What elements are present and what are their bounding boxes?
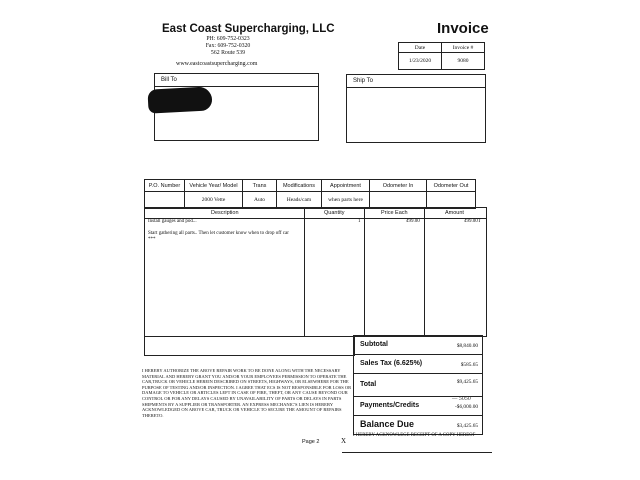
line-items-table bbox=[144, 207, 487, 337]
handwritten-note: — 5050 bbox=[452, 396, 471, 402]
total-label: Total bbox=[360, 381, 377, 388]
invoice-date-number-table bbox=[398, 42, 485, 70]
vehicle-model-value: 2000 Vette bbox=[185, 192, 243, 209]
sales-tax-label: Sales Tax (6.625%) bbox=[360, 360, 423, 367]
item-description: *** bbox=[148, 237, 156, 242]
sales-tax-value: $585.65 bbox=[460, 362, 478, 368]
trans-value: Auto bbox=[243, 192, 277, 209]
appointment-header: Appointment bbox=[322, 180, 370, 192]
balance-due-value: $3,425.65 bbox=[456, 423, 478, 429]
bill-to-header bbox=[155, 74, 318, 87]
item-price: 499.00 bbox=[406, 219, 420, 224]
item-description: Start gathering all parts.. Then let customer know when to drop off car bbox=[148, 231, 289, 236]
odometer-out-header: Odometer Out bbox=[427, 180, 476, 192]
odometer-out-value bbox=[427, 192, 476, 209]
company-website: www.eastcoastsupercharging.com bbox=[176, 61, 258, 67]
trans-header: Trans bbox=[243, 180, 277, 192]
item-amount: 499.00T bbox=[464, 219, 481, 224]
odometer-in-value bbox=[370, 192, 427, 209]
date-header: Date bbox=[399, 43, 442, 53]
notes-box bbox=[144, 335, 355, 356]
page-number: Page 2 bbox=[302, 439, 320, 445]
company-fax: Fax: 609-752-0320 bbox=[205, 43, 251, 49]
description-header: Description bbox=[211, 210, 239, 216]
company-name: East Coast Supercharging, LLC bbox=[162, 23, 335, 35]
item-description: Install gauges and pod... bbox=[148, 219, 197, 224]
authorization-text: I HEREBY AUTHORIZE THE ABOVE REPAIR WORK TO BE DONE ALONG WITH THE NECESSARY MATERIAL AND HEREBY GRANT YOU AND/OR YOUR EMPLOYEES PERMISSION TO OPERATE THE CAR,TRUCK OR VEHICLE HEREIN DESCRIBED ON STREETS, HIGHWAYS, OR ELSEWHERE FOR THE PURPOSE OF TESTING AND/OR INSPECTION. I AGREE THAT ECS IS NOT RESPONSIBLE FOR LOSS OR DAMAGE TO VEHICLE OR ARTICLES LEFT IN CASE OF FIRE, THEFT, OR ANY CAUSE BEYOND OUR CONTROL OR FOR ANY DELAYS CAUSED BY UNAVAILABILITY OF PARTS OR DELAYS IN PARTS SHIPMENTS BY A SUPPLIER OR TRANSPORTER. AN EXPRESS MECHANIC'S LIEN IS HEREBY ACKNOWLEDGED ON ABOVE CAR, TRUCK OR VEHICLE TO SECURE THE AMOUNT OF REPAIRS THERETO. bbox=[142, 368, 352, 418]
total-value: $9,425.65 bbox=[456, 379, 478, 385]
column-divider bbox=[424, 208, 425, 336]
signature-x-mark: X bbox=[341, 437, 347, 445]
bill-to-label: Bill To bbox=[161, 77, 177, 83]
balance-due-row bbox=[354, 416, 483, 435]
total-row bbox=[354, 374, 483, 397]
subtotal-value: $8,840.00 bbox=[456, 343, 478, 349]
vehicle-info-table bbox=[144, 179, 476, 209]
amount-header: Amount bbox=[445, 210, 464, 216]
item-quantity: 1 bbox=[358, 219, 361, 224]
subtotal-label: Subtotal bbox=[360, 341, 388, 348]
invoice-number-header: Invoice # bbox=[442, 43, 485, 53]
acknowledge-text: I HEREBY ACKNOWLEGE RECEIPT OF A COPY HEREOF bbox=[353, 433, 476, 438]
price-each-header: Price Each bbox=[381, 210, 408, 216]
invoice-title: Invoice bbox=[437, 20, 489, 37]
company-address: 562 Route 539 bbox=[210, 50, 246, 56]
po-number-header: P.O. Number bbox=[145, 180, 185, 192]
payments-value: -$6,000.00 bbox=[455, 404, 478, 410]
column-divider bbox=[304, 208, 305, 336]
ship-to-header bbox=[347, 75, 485, 88]
invoice-date: 1/23/2020 bbox=[399, 53, 442, 70]
sales-tax-row bbox=[354, 355, 483, 374]
ship-to-box bbox=[346, 74, 486, 143]
subtotal-row bbox=[354, 336, 483, 355]
po-number-value bbox=[145, 192, 185, 209]
redacted-name bbox=[147, 86, 212, 113]
modifications-header: Modifications bbox=[277, 180, 322, 192]
invoice-number: 9080 bbox=[442, 53, 485, 70]
payments-label: Payments/Credits bbox=[360, 402, 420, 409]
line-items-header bbox=[145, 208, 486, 219]
signature-line bbox=[342, 452, 492, 453]
vehicle-model-header: Vehicle Year/ Model bbox=[185, 180, 243, 192]
totals-table bbox=[353, 335, 483, 435]
ship-to-label: Ship To bbox=[353, 78, 373, 84]
odometer-in-header: Odometer In bbox=[370, 180, 427, 192]
quantity-header: Quantity bbox=[324, 210, 345, 216]
modifications-value: Heads/cam bbox=[277, 192, 322, 209]
appointment-value: when parts here bbox=[322, 192, 370, 209]
balance-due-label: Balance Due bbox=[360, 419, 415, 429]
column-divider bbox=[364, 208, 365, 336]
company-phone: PH: 609-752-0323 bbox=[206, 36, 250, 42]
